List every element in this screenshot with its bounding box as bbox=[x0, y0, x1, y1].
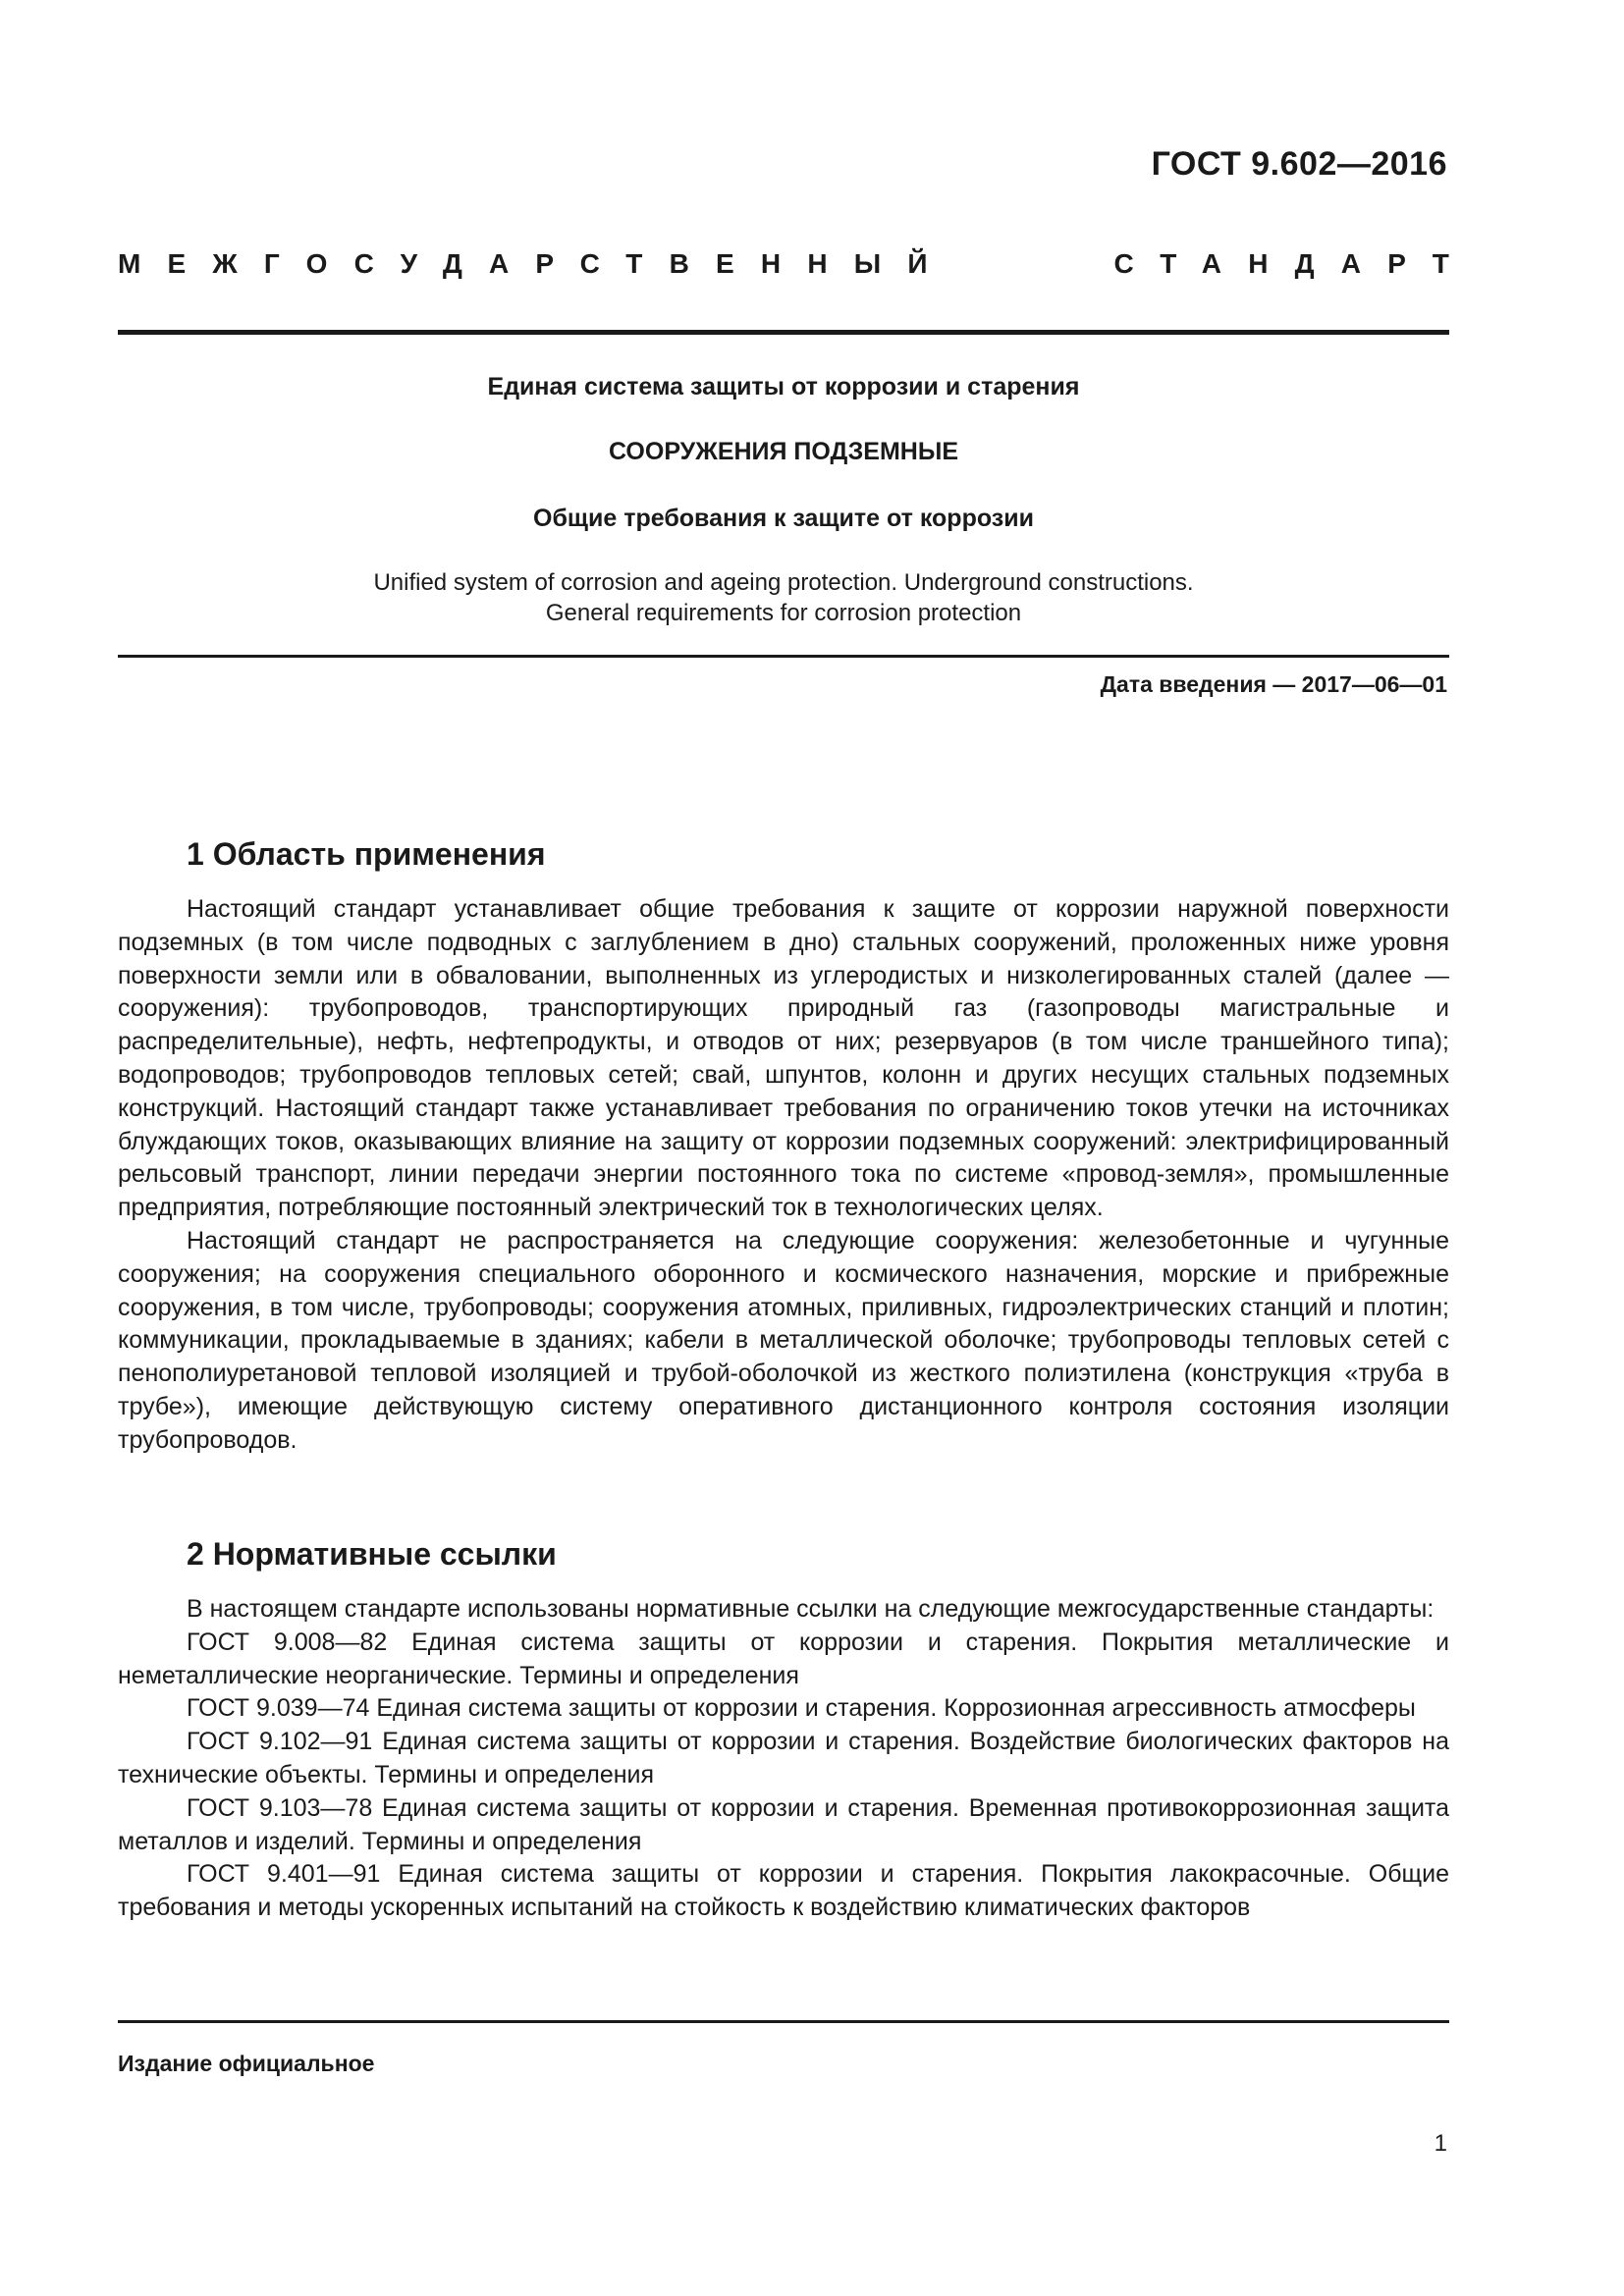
section-2-heading: 2 Нормативные ссылки bbox=[187, 1536, 557, 1572]
reference-item: ГОСТ 9.401—91 Единая система защиты от коррозии и старения. Покрытия лакокрасочные. Общие требования и методы ускоренных испытаний на стойкость к воздействию климатических факторов bbox=[118, 1860, 1449, 1922]
title-divider bbox=[118, 655, 1449, 658]
english-title-line-1: Unified system of corrosion and ageing protection. Underground constructions. bbox=[373, 569, 1194, 596]
document-title: СООРУЖЕНИЯ ПОДЗЕМНЫЕ bbox=[609, 438, 958, 465]
section-1-heading: 1 Область применения bbox=[187, 836, 546, 872]
standard-type-word-1: МЕЖГОСУДАРСТВЕННЫЙ bbox=[118, 248, 954, 279]
reference-item: ГОСТ 9.039—74 Единая система защиты от коррозии и старения. Коррозионная агрессивность атмосферы bbox=[187, 1694, 1416, 1723]
section-1-paragraph: Настоящий стандарт устанавливает общие требования к защите от коррозии наружной поверхности подземных (в том числе подводных с заглублением в дно) стальных сооружений, проложенных ниже уровня поверхности земли или в обваловании, выполненных из углеродистых и низколегированных сталей (далее — сооружения): трубопроводов, транспортирующих природный газ (газопроводы магистральные и распределительные), нефть, нефтепродукты, и отводов от них; резервуаров (в том числе траншейного типа); водопроводов; трубопроводов тепловых сетей; свай, шпунтов, колонн и других несущих стальных подземных конструкций. Настоящий стандарт также устанавливает требования по ограничению токов утечки на источниках блуждающих токов, оказывающих влияние на защиту от коррозии подземных сооружений: электрифицированный рельсовый транспорт, линии передачи энергии постоянного тока по системе «провод-земля», промышленные предприятия, потребляющие постоянный электрический ток в технологических целях. bbox=[118, 895, 1449, 1222]
section-2-body bbox=[118, 1593, 1449, 1925]
section-1-paragraph: Настоящий стандарт не распространяется на следующие сооружения: железобетонные и чугунные сооружения; на сооружения специального оборонного и космического назначения, морские и прибрежные сооружения, в том числе, трубопроводы; сооружения атомных, приливных, гидроэлектрических станций и плотин; коммуникации, прокладываемые в зданиях; кабели в металлической оболочке; трубопроводы тепловых сетей с пенополиуретановой тепловой изоляцией и трубой-оболочкой из жесткого полиэтилена (конструкция «труба в трубе»), имеющие действующую систему оперативного дистанционного контроля состояния изоляции трубопроводов. bbox=[118, 1226, 1449, 1454]
english-title bbox=[118, 567, 1449, 628]
standard-type-line bbox=[118, 248, 1476, 288]
footer-divider bbox=[118, 2020, 1449, 2023]
series-title: Единая система защиты от коррозии и старения bbox=[487, 373, 1080, 400]
page-number: 1 bbox=[1434, 2130, 1447, 2157]
gost-number: ГОСТ 9.602—2016 bbox=[1151, 145, 1447, 183]
section-2-intro: В настоящем стандарте использованы нормативные ссылки на следующие межгосударственные стандарты: bbox=[187, 1595, 1435, 1623]
standard-type-word-2: СТАНДАРТ bbox=[1113, 248, 1476, 279]
reference-item: ГОСТ 9.008—82 Единая система защиты от коррозии и старения. Покрытия металлические и неметаллические неорганические. Термины и определения bbox=[118, 1628, 1449, 1689]
introduction-date: Дата введения — 2017—06—01 bbox=[1100, 671, 1447, 697]
reference-item: ГОСТ 9.102—91 Единая система защиты от коррозии и старения. Воздействие биологических факторов на технические объекты. Термины и определения bbox=[118, 1728, 1449, 1789]
header-divider bbox=[118, 330, 1449, 335]
english-title-line-2: General requirements for corrosion protection bbox=[545, 600, 1022, 626]
document-subtitle: Общие требования к защите от коррозии bbox=[533, 505, 1034, 532]
official-edition-label: Издание официальное bbox=[118, 2051, 375, 2076]
reference-item: ГОСТ 9.103—78 Единая система защиты от коррозии и старения. Временная противокоррозионная защита металлов и изделий. Термины и определения bbox=[118, 1793, 1449, 1855]
section-1-body bbox=[118, 893, 1449, 1458]
